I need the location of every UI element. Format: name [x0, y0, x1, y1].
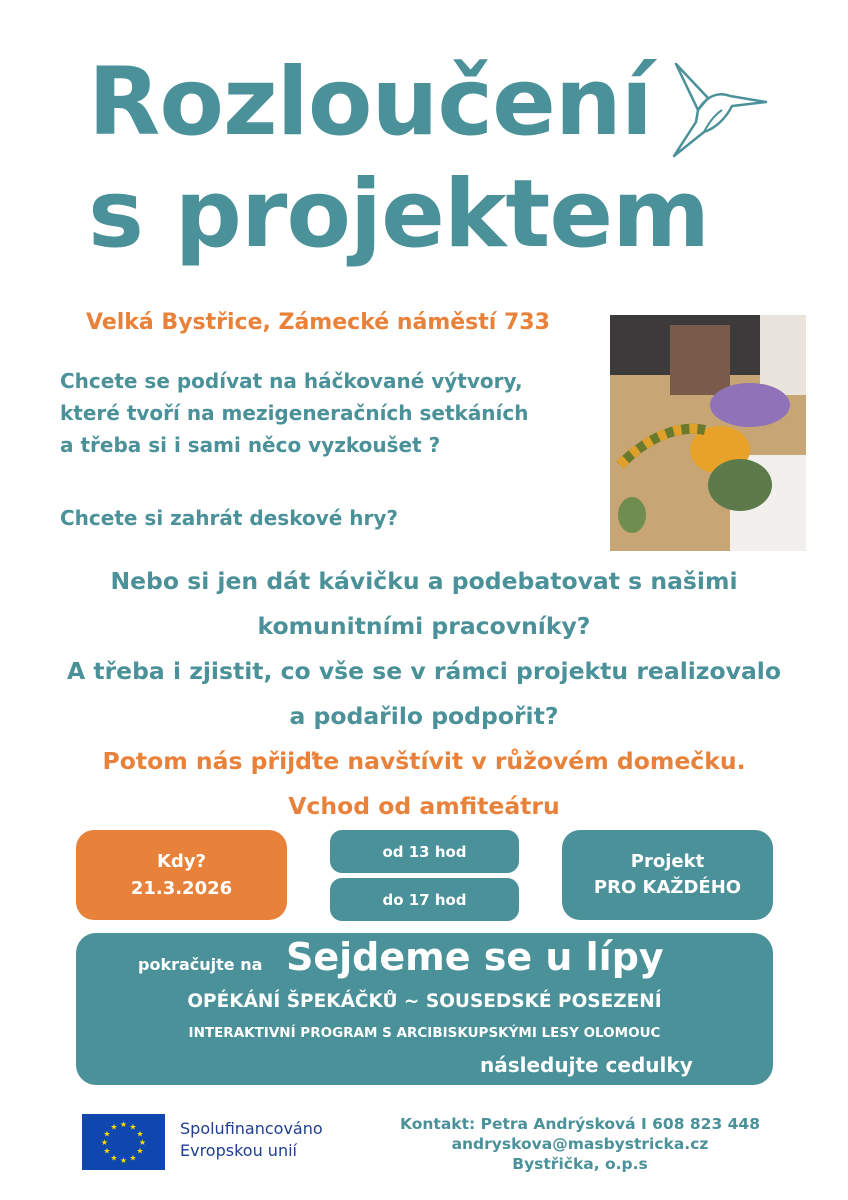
- question-crochet-line1: Chcete se podívat na háčkované výtvory,: [60, 369, 523, 393]
- hummingbird-logo-icon: [668, 58, 772, 162]
- body-line-entrance: Vchod od amfiteátru: [288, 792, 560, 820]
- time-from: od 13 hod: [382, 842, 467, 861]
- body-line-visit: Potom nás přijďte navštívit v růžovém domečku.: [102, 747, 746, 775]
- eu-line2: Evropskou unií: [180, 1141, 297, 1160]
- svg-text:★: ★: [103, 1129, 111, 1139]
- when-label: Kdy?: [156, 851, 206, 872]
- continue-activities: OPÉKÁNÍ ŠPEKÁČKŮ ~ SOUSEDSKÉ POSEZENÍ: [187, 991, 662, 1012]
- svg-text:★: ★: [103, 1146, 111, 1156]
- question-crochet-line3: a třeba si i sami něco vyzkoušet ?: [60, 433, 441, 457]
- page-title-line2: s projektem: [88, 160, 710, 269]
- project-label: Projekt: [630, 851, 705, 872]
- svg-text:★: ★: [129, 1153, 137, 1163]
- continue-box: [76, 933, 773, 1085]
- question-board-games: Chcete si zahrát deskové hry?: [60, 506, 398, 530]
- continue-title: Sejdeme se u lípy: [286, 935, 664, 979]
- eu-cofinanced-text: [180, 1118, 323, 1162]
- contact-block: [380, 1114, 780, 1174]
- time-to: do 17 hod: [382, 890, 467, 909]
- continue-program: INTERAKTIVNÍ PROGRAM S ARCIBISKUPSKÝMI LESY OLOMOUC: [188, 1025, 661, 1041]
- svg-text:★: ★: [138, 1138, 147, 1147]
- svg-text:★: ★: [110, 1122, 118, 1132]
- svg-text:★: ★: [136, 1129, 144, 1139]
- project-name: PRO KAŽDÉHO: [593, 877, 742, 898]
- svg-text:★: ★: [136, 1146, 144, 1156]
- continue-follow-signs: následujte cedulky: [480, 1053, 693, 1077]
- page-title-line1: Rozloučení: [88, 48, 653, 157]
- continue-prefix: pokračujte na: [138, 955, 263, 974]
- eu-flag-icon: [82, 1114, 165, 1170]
- svg-text:★: ★: [129, 1122, 137, 1132]
- body-line-project: A třeba i zjistit, co vše se v rámci projektu realizovalo: [66, 657, 782, 685]
- project-box: [562, 830, 773, 920]
- body-line-workers: komunitními pracovníky?: [257, 612, 591, 640]
- question-crochet-line2: které tvoří na mezigeneračních setkáních: [60, 401, 529, 425]
- svg-text:★: ★: [110, 1153, 118, 1163]
- when-box: [76, 830, 287, 920]
- body-line-coffee: Nebo si jen dát kávičku a podebatovat s našimi: [110, 567, 738, 595]
- time-to-box: [330, 878, 519, 921]
- body-line-support: a podařilo podpořit?: [289, 702, 559, 730]
- svg-text:★: ★: [119, 1120, 128, 1129]
- contact-email[interactable]: andryskova@masbystricka.cz: [451, 1135, 709, 1153]
- crochet-photo: [610, 315, 806, 551]
- eu-line1: Spolufinancováno: [180, 1119, 323, 1138]
- contact-name-phone: Kontakt: Petra Andrýsková I 608 823 448: [399, 1115, 760, 1133]
- event-date: 21.3.2026: [130, 878, 233, 899]
- svg-text:★: ★: [100, 1138, 109, 1147]
- time-from-box: [330, 830, 519, 873]
- event-address: Velká Bystřice, Zámecké náměstí 733: [86, 310, 550, 335]
- contact-organization: Bystřička, o.p.s: [512, 1155, 648, 1173]
- svg-text:★: ★: [119, 1156, 128, 1165]
